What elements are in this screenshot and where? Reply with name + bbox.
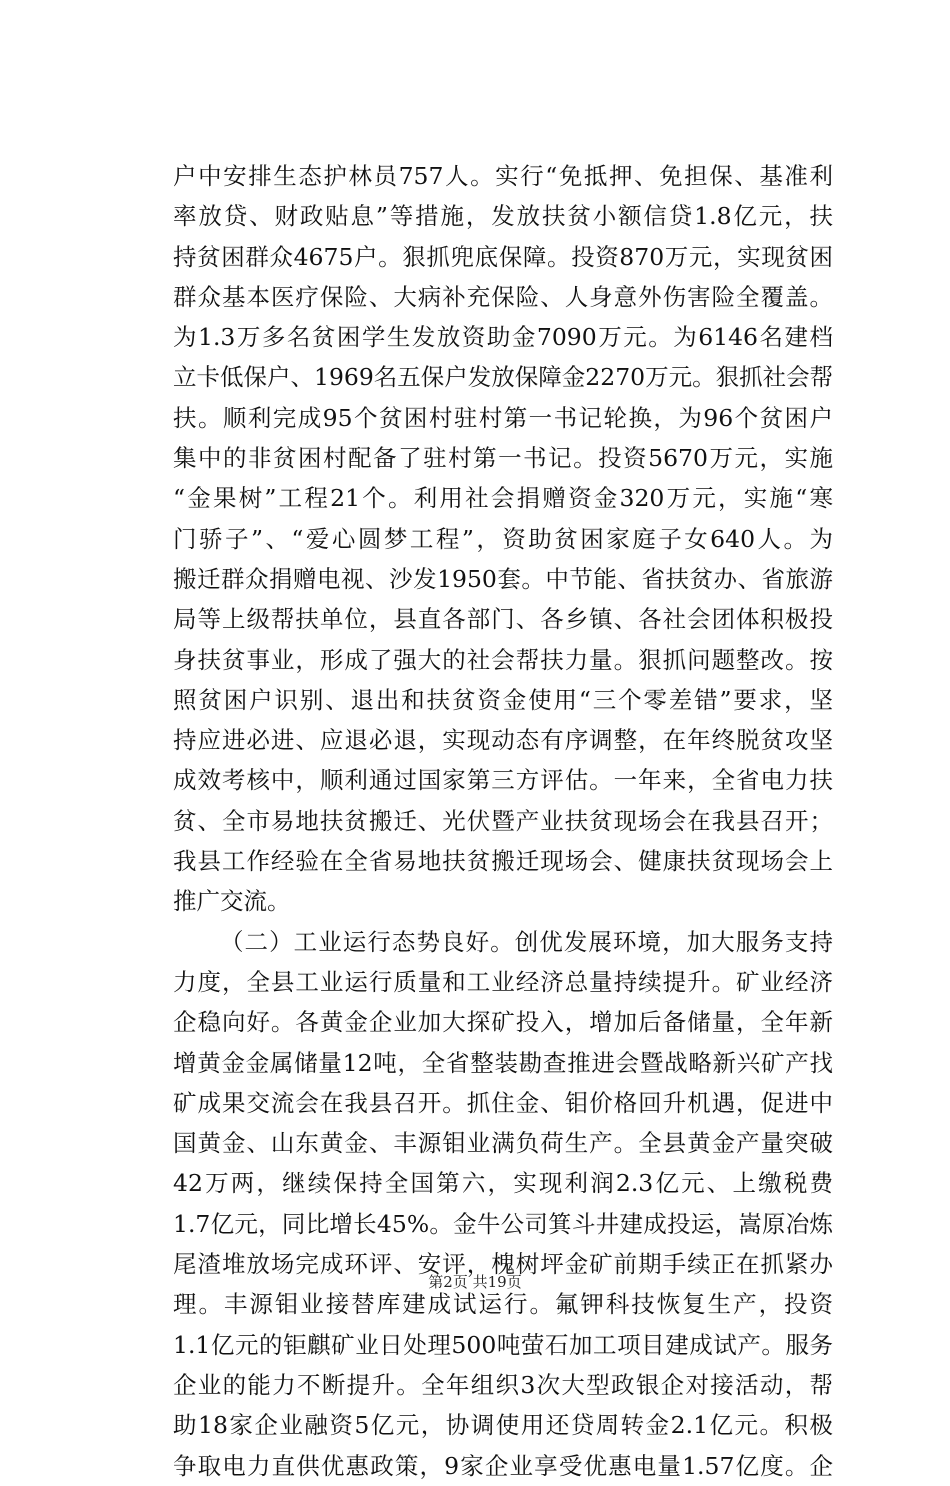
text-line: 尾渣堆放场完成环评、安评，槐树坪金矿前期手续正在抓紧办 — [173, 1250, 833, 1279]
text-line: 持贫困群众4675户。狠抓兜底保障。投资870万元，实现贫困 — [173, 242, 833, 271]
text-line: 企业的能力不断提升。全年组织3次大型政银企对接活动，帮 — [173, 1370, 833, 1399]
text-line: 国黄金、山东黄金、丰源钼业满负荷生产。全县黄金产量突破 — [173, 1129, 833, 1158]
text-line: 扶。顺利完成95个贫困村驻村第一书记轮换，为96个贫困户 — [173, 403, 833, 432]
text-line: 争取电力直供优惠政策，9家企业享受优惠电量1.57亿度。企 — [173, 1451, 833, 1480]
text-line: 1.1亿元的钜麒矿业日处理500吨萤石加工项目建成试产。服务 — [173, 1330, 833, 1359]
text-line: 立卡低保户、1969名五保户发放保障金2270万元。狠抓社会帮 — [173, 363, 834, 392]
text-line: 企稳向好。各黄金企业加大探矿投入，增加后备储量，全年新 — [173, 1008, 833, 1037]
text-line: 矿成果交流会在我县召开。抓住金、钼价格回升机遇，促进中 — [173, 1088, 833, 1117]
text-line: “金果树”工程21个。利用社会捐赠资金320万元，实施“寒 — [173, 484, 833, 513]
text-line: （二）工业运行态势良好。创优发展环境，加大服务支持 — [220, 927, 833, 956]
text-line: 群众基本医疗保险、大病补充保险、人身意外伤害险全覆盖。 — [173, 282, 833, 311]
text-line: 推广交流。 — [173, 887, 291, 916]
text-line: 1.7亿元，同比增长45%。金牛公司箕斗井建成投运，嵩原冶炼 — [173, 1209, 833, 1238]
text-line: 身扶贫事业，形成了强大的社会帮扶力量。狠抓问题整改。按 — [173, 645, 833, 674]
text-line: 搬迁群众捐赠电视、沙发1950套。中节能、省扶贫办、省旅游 — [173, 564, 833, 593]
text-line: 门骄子”、“爱心圆梦工程”，资助贫困家庭子女640人。为 — [173, 524, 833, 553]
text-line: 我县工作经验在全省易地扶贫搬迁现场会、健康扶贫现场会上 — [173, 847, 833, 876]
text-line: 率放贷、财政贴息”等措施，发放扶贫小额信贷1.8亿元，扶 — [173, 202, 833, 231]
text-line: 助18家企业融资5亿元，协调使用还贷周转金2.1亿元。积极 — [173, 1411, 833, 1440]
text-line: 成效考核中，顺利通过国家第三方评估。一年来，全省电力扶 — [173, 766, 833, 795]
text-line: 持应进必进、应退必退，实现动态有序调整，在年终脱贫攻坚 — [173, 726, 833, 755]
text-line: 户中安排生态护林员757人。实行“免抵押、免担保、基准利 — [173, 162, 833, 190]
text-line: 为1.3万多名贫困学生发放资助金7090万元。为6146名建档 — [173, 323, 833, 352]
text-line: 照贫困户识别、退出和扶贫资金使用“三个零差错”要求，坚 — [173, 685, 833, 714]
text-line: 贫、全市易地扶贫搬迁、光伏暨产业扶贫现场会在我县召开； — [173, 806, 833, 835]
text-line: 理。丰源钼业接替库建成试运行。氟钾科技恢复生产，投资 — [173, 1290, 833, 1319]
page-footer: 第2页 共19页 — [428, 1273, 522, 1291]
paragraph-1 — [173, 156, 833, 922]
text-line: 集中的非贫困村配备了驻村第一书记。投资5670万元，实施 — [173, 444, 833, 473]
text-line: 局等上级帮扶单位，县直各部门、各乡镇、各社会团体积极投 — [173, 605, 833, 634]
text-line: 力度，全县工业运行质量和工业经济总量持续提升。矿业经济 — [173, 967, 833, 996]
text-line: 42万两，继续保持全国第六，实现利润2.3亿元、上缴税费 — [173, 1169, 833, 1198]
text-line: 增黄金金属储量12吨，全省整装勘查推进会暨战略新兴矿产找 — [173, 1048, 833, 1077]
paragraph-2 — [173, 922, 833, 1486]
